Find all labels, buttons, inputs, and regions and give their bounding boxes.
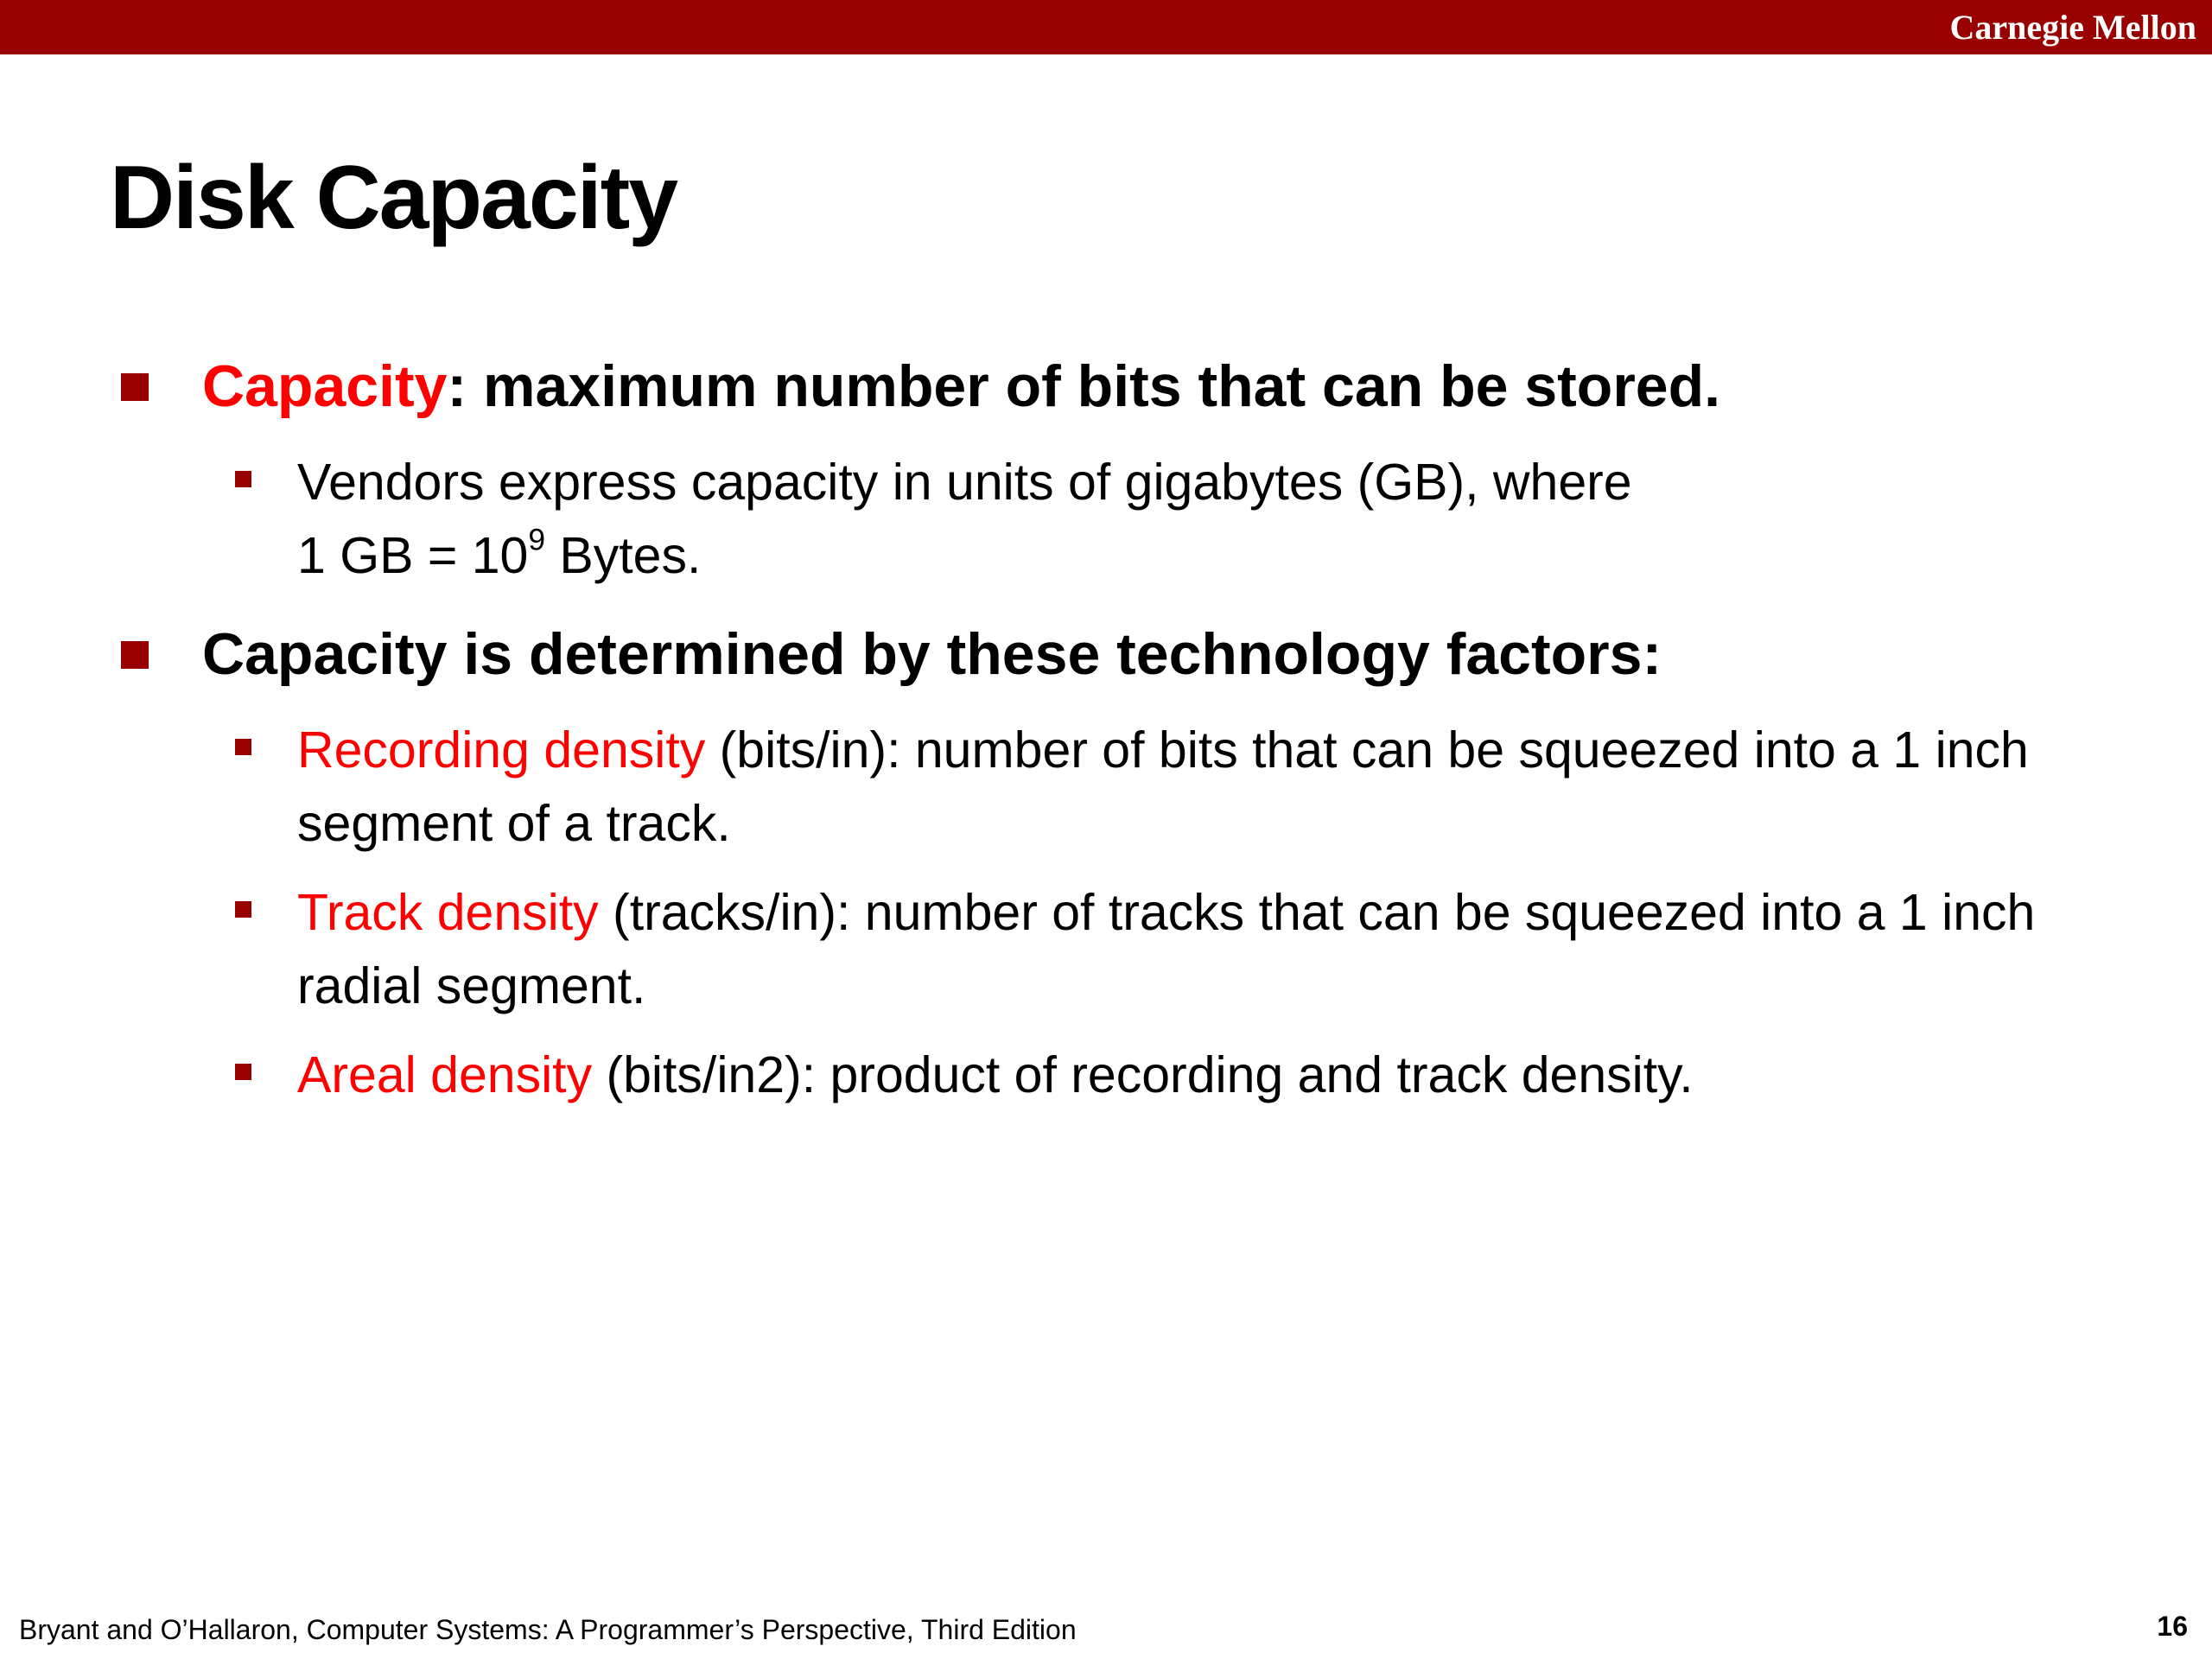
term-areal-density: Areal density	[297, 1046, 593, 1103]
brand-name: Carnegie Mellon	[1949, 8, 2196, 47]
page-number: 16	[2157, 1611, 2188, 1642]
sub-bullet-text	[297, 876, 2094, 1023]
slide-title: Disk Capacity	[110, 148, 677, 248]
square-bullet-icon	[235, 901, 251, 918]
header-bar	[0, 0, 2212, 54]
bullet-text: Capacity is determined by these technology factors:	[202, 621, 1662, 687]
sub-bullet-text	[297, 714, 2094, 861]
definition-track-density: (tracks/in): number of tracks that can be squeezed into a 1 inch radial segment.	[297, 884, 2036, 1014]
gb-definition-post: Bytes.	[545, 527, 702, 584]
sub-bullet-text	[297, 1039, 2094, 1112]
definition-areal-density: (bits/in2): product of recording and track density.	[592, 1046, 1694, 1103]
exponent: 9	[528, 522, 546, 557]
term-recording-density: Recording density	[297, 721, 706, 779]
term-capacity: Capacity	[202, 353, 448, 419]
footer-citation: Bryant and O’Hallaron, Computer Systems: A Programmer’s Perspective, Third Edition	[19, 1614, 1077, 1645]
square-bullet-icon	[121, 373, 149, 401]
square-bullet-icon	[235, 471, 251, 487]
term-track-density: Track density	[297, 884, 599, 941]
square-bullet-icon	[235, 1064, 251, 1080]
definition-capacity: : maximum number of bits that can be stored.	[447, 353, 1721, 419]
square-bullet-icon	[121, 641, 149, 669]
definition-recording-density: (bits/in): number of bits that can be squeezed into a 1 inch segment of a track.	[297, 721, 2029, 852]
sub-bullet-text	[297, 446, 2094, 593]
square-bullet-icon	[235, 739, 251, 755]
vendors-line-1: Vendors express capacity in units of gigabytes (GB), where	[297, 454, 1632, 511]
bullet-text	[202, 349, 1720, 423]
gb-definition-pre: 1 GB = 10	[297, 527, 529, 584]
